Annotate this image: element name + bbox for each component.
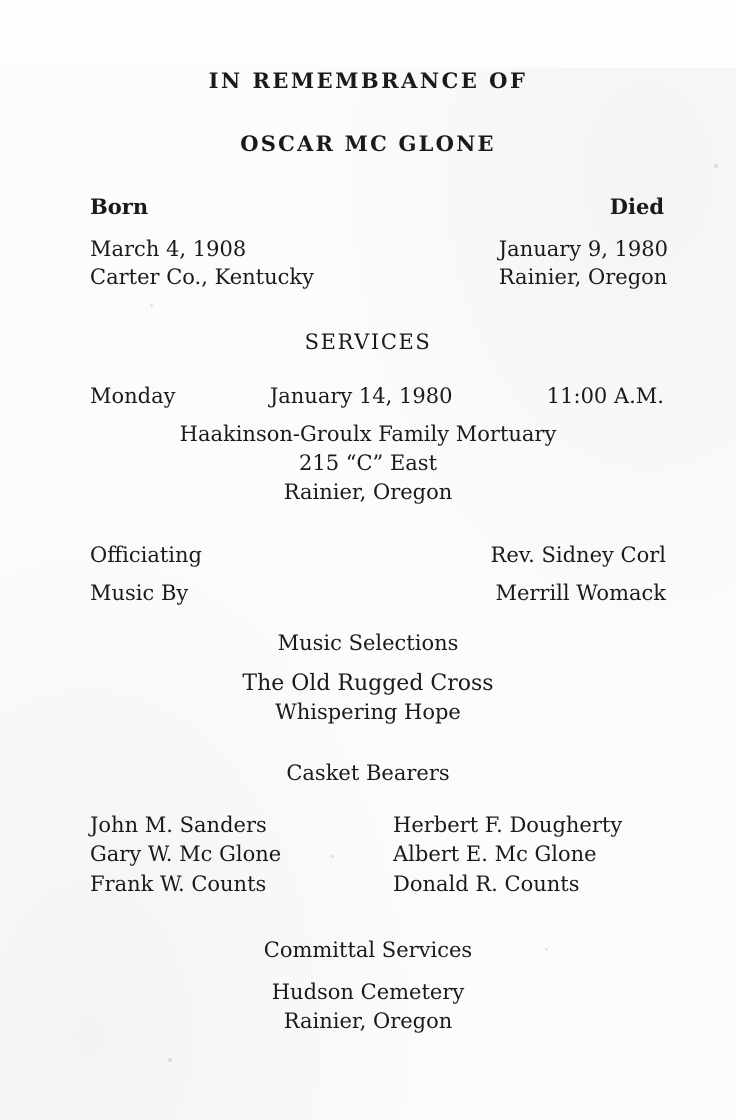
committal-details [62, 978, 674, 1036]
service-venue [62, 420, 674, 507]
bearer-name: Albert E. Mc Glone [393, 842, 597, 867]
music-by-row [62, 581, 674, 605]
venue-city: Rainier, Oregon [283, 479, 453, 504]
service-time: 11:00 A.M. [546, 383, 664, 408]
venue-address: 215 “C” East [298, 450, 438, 475]
bearer-name: Donald R. Counts [393, 872, 580, 897]
song-item-1: The Old Rugged Cross [242, 670, 494, 696]
committal-place: Hudson Cemetery [271, 980, 465, 1005]
born-label: Born [90, 194, 149, 219]
committal-city: Rainier, Oregon [283, 1009, 453, 1034]
born-died-labels [62, 194, 674, 219]
committal-services-heading: Committal Services [263, 938, 473, 963]
deceased-name: OSCAR MC GLONE [240, 131, 496, 156]
bearer-name: John M. Sanders [90, 812, 267, 837]
bearer-row [90, 840, 660, 870]
paper-speck [168, 1058, 172, 1062]
service-datetime-row [62, 384, 674, 408]
paper-speck [714, 164, 718, 168]
music-selections-list [62, 669, 674, 727]
memorial-program-page [0, 68, 736, 1120]
paper-speck [545, 948, 548, 951]
service-date: January 14, 1980 [269, 383, 453, 408]
birth-details [90, 235, 314, 292]
bearer-name: Herbert F. Dougherty [393, 812, 623, 837]
born-date: March 4, 1908 [90, 237, 247, 261]
casket-bearers-heading: Casket Bearers [286, 760, 450, 785]
venue-name: Haakinson-Groulx Family Mortuary [179, 421, 557, 446]
casket-bearers-list [62, 811, 674, 900]
paper-speck [150, 304, 153, 307]
song-item-2: Whispering Hope [275, 700, 461, 725]
music-selections-heading: Music Selections [277, 630, 459, 655]
bearer-name: Gary W. Mc Glone [90, 842, 282, 867]
death-details [499, 235, 668, 292]
officiating-row [62, 543, 674, 567]
services-heading: SERVICES [304, 329, 432, 354]
birth-death-details [62, 235, 674, 292]
page-title: IN REMEMBRANCE OF [208, 68, 528, 93]
music-by-label: Music By [90, 580, 189, 605]
officiating-label: Officiating [90, 542, 202, 567]
paper-speck [331, 855, 334, 858]
service-day: Monday [90, 383, 176, 408]
died-date: January 9, 1980 [498, 237, 668, 261]
died-place: Rainier, Oregon [498, 265, 668, 290]
bearer-name: Frank W. Counts [90, 872, 267, 897]
died-label: Died [609, 194, 664, 219]
music-by-name: Merrill Womack [495, 580, 666, 605]
officiating-name: Rev. Sidney Corl [490, 542, 666, 567]
bearer-row [90, 870, 660, 900]
bearer-row [90, 811, 660, 841]
born-place: Carter Co., Kentucky [90, 265, 314, 290]
